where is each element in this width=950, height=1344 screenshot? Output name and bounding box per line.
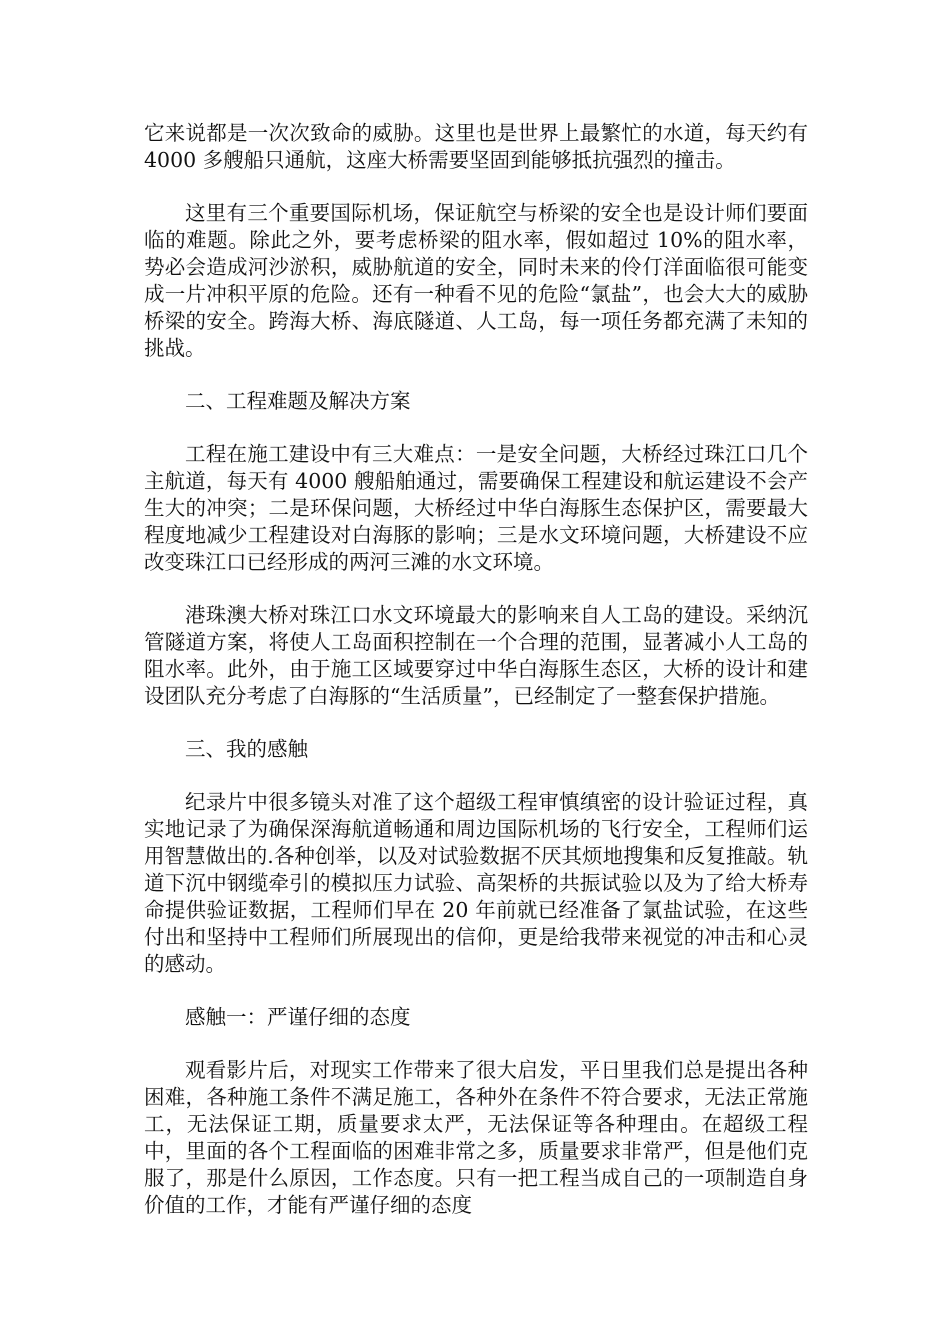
- paragraph-documentary: 纪录片中很多镜头对准了这个超级工程审慎缜密的设计验证过程，真实地记录了为确保深海航道畅通和周边国际机场的飞行安全，工程师们运用智慧做出的.各种创举，以及对试验数据不厌其烦地搜集和反复推敲。轨道下沉中钢缆牵引的模拟压力试验、高架桥的共振试验以及为了给大桥寿命提供验证数据，工程师们早在 20 年前就已经准备了氯盐试验，在这些付出和坚持中工程师们所展现出的信仰，更是给我带来视觉的冲击和心灵的感动。: [144, 790, 808, 976]
- document-page: [144, 120, 808, 1245]
- section-heading-engineering-problems: 二、工程难题及解决方案: [185, 389, 411, 413]
- paragraph-artificial-island: 港珠澳大桥对珠江口水文环境最大的影响来自人工岛的建设。采纳沉管隧道方案，将使人工岛面积控制在一个合理的范围，显著减小人工岛的阻水率。此外，由于施工区域要穿过中华白海豚生态区，大桥的设计和建设团队充分考虑了白海豚的“生活质量”，已经制定了一整套保护措施。: [144, 603, 808, 708]
- section-heading-my-feelings: 三、我的感触: [185, 737, 308, 761]
- paragraph-ship-threat: 它来说都是一次次致命的威胁。这里也是世界上最繁忙的水道，每天约有 4000 多艘船只通航，这座大桥需要坚固到能够抵抗强烈的撞击。: [144, 121, 808, 172]
- subheading-rigorous-attitude: 感触一：严谨仔细的态度: [185, 1005, 411, 1029]
- paragraph-work-attitude: 观看影片后，对现实工作带来了很大启发，平日里我们总是提出各种困难，各种施工条件不满足施工，各种外在条件不符合要求，无法正常施工，无法保证工期，质量要求太严，无法保证等各种理由。在超级工程中，里面的各个工程面临的困难非常之多，质量要求非常严，但是他们克服了，那是什么原因，工作态度。只有一把工程当成自己的一项制造自身价值的工作，才能有严谨仔细的态度: [144, 1058, 808, 1217]
- paragraph-three-difficulties: 工程在施工建设中有三大难点：一是安全问题，大桥经过珠江口几个主航道，每天有 4000 艘船舶通过，需要确保工程建设和航运建设不会产生大的冲突；二是环保问题，大桥经过中华白海豚生态保护区，需要最大程度地减少工程建设对白海豚的影响；三是水文环境问题，大桥建设不应改变珠江口已经形成的两河三滩的水文环境。: [144, 442, 808, 574]
- paragraph-airports-water-resistance: 这里有三个重要国际机场，保证航空与桥梁的安全也是设计师们要面临的难题。除此之外，要考虑桥梁的阻水率，假如超过 10%的阻水率，势必会造成河沙淤积，威胁航道的安全，同时未来的伶仃洋面临很可能变成一片冲积平原的危险。还有一种看不见的危险“氯盐”，也会大大的威胁桥梁的安全。跨海大桥、海底隧道、人工岛，每一项任务都充满了未知的挑战。: [144, 201, 808, 360]
